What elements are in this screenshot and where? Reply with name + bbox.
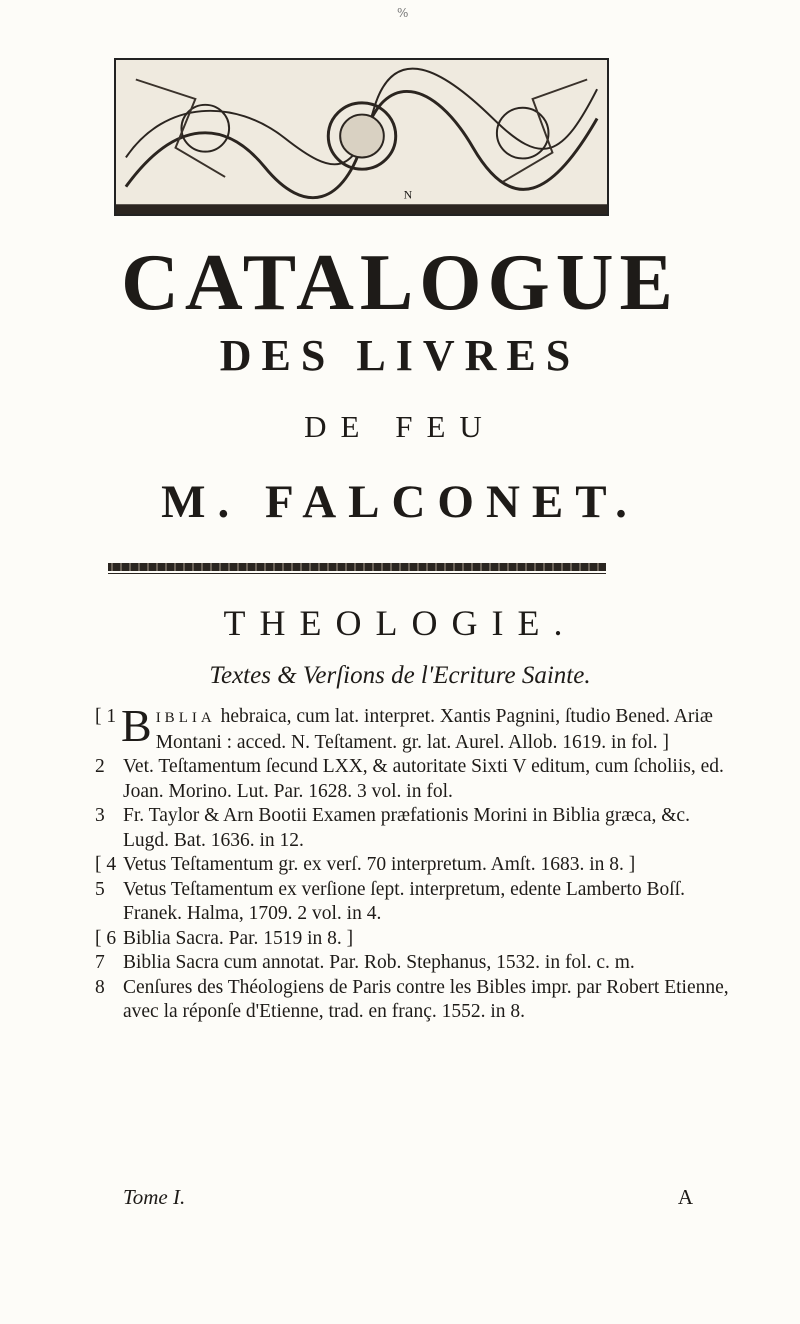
entry-number: [ 1 <box>95 706 117 727</box>
entry-number: 3 <box>95 805 105 826</box>
entry-number: 8 <box>95 976 105 998</box>
catalogue-entry <box>95 755 735 804</box>
entry-number: 5 <box>95 878 105 900</box>
headpiece-inscription: N <box>403 187 413 202</box>
entry-number: 2 <box>95 756 105 777</box>
ornamental-rule <box>108 563 606 571</box>
entry-text: Cenſures des Théologiens de Paris contre les Bibles impr. par Robert Etienne, avec la réponſe d'Etienne, trad. en franç. 1552. in 8. <box>123 976 729 1022</box>
catalogue-entry <box>95 853 735 878</box>
entry-number: [ 6 <box>95 927 117 949</box>
entry-text: Biblia Sacra. Par. 1519 in 8. ] <box>123 927 354 949</box>
entry-number: [ 4 <box>95 854 117 875</box>
entry-text: Vetus Teſtamentum gr. ex verſ. 70 interpretum. Amſt. 1683. in 8. ] <box>123 854 636 875</box>
entry-text: Biblia Sacra cum annotat. Par. Rob. Stephanus, 1532. in fol. c. m. <box>123 952 635 973</box>
entry-text: Vet. Teſtamentum ſecund LXX, & autoritate Sixti V editum, cum ſcholiis, ed. Joan. Morino. Lut. Par. 1628. 3 vol. in fol. <box>123 756 724 802</box>
title-line-de-feu: DE FEU <box>304 409 496 444</box>
entry-number: 7 <box>95 952 105 973</box>
catalogue-entry <box>95 878 735 927</box>
section-heading: THEOLOGIE. <box>223 603 577 643</box>
catalogue-entries <box>95 700 735 1025</box>
page-mark: % <box>397 6 409 20</box>
title-line-des-livres: DES LIVRES <box>219 331 581 380</box>
tome-label: Tome I. <box>123 1185 186 1209</box>
ornamental-headpiece <box>114 58 609 216</box>
entry-lead-word: IBLIA <box>155 710 216 726</box>
signature-mark: A <box>677 1185 693 1209</box>
entry-text: Vetus Teſtamentum ex verſione ſept. interpretum, edente Lamberto Boſſ. Franek. Halma, 1709. 2 vol. in 4. <box>123 878 685 924</box>
headpiece-engraving <box>116 60 607 214</box>
catalogue-entry <box>95 976 735 1025</box>
catalogue-entry <box>95 700 735 755</box>
catalogue-entry <box>95 951 735 976</box>
thin-rule <box>108 573 606 574</box>
catalogue-entry <box>95 927 735 952</box>
catalogue-entry <box>95 804 735 853</box>
subsection-heading: Textes & Verſions de l'Ecriture Sainte. <box>209 662 591 689</box>
entry-text: Fr. Taylor & Arn Bootii Examen præfationis Morini in Biblia græca, &c. Lugd. Bat. 1636. in 12. <box>123 805 690 851</box>
page-footer <box>123 1185 693 1211</box>
title-name-falconet: M. FALCONET. <box>161 476 639 528</box>
drop-cap: B <box>121 700 152 751</box>
entry-text: hebraica, cum lat. interpret. Xantis Pagnini, ſtudio Bened. Ariæ Montani : acced. N. Teſtament. gr. lat. Aurel. Allob. 1619. in fol. ] <box>155 706 713 753</box>
catalogue-title: CATALOGUE <box>121 239 679 327</box>
